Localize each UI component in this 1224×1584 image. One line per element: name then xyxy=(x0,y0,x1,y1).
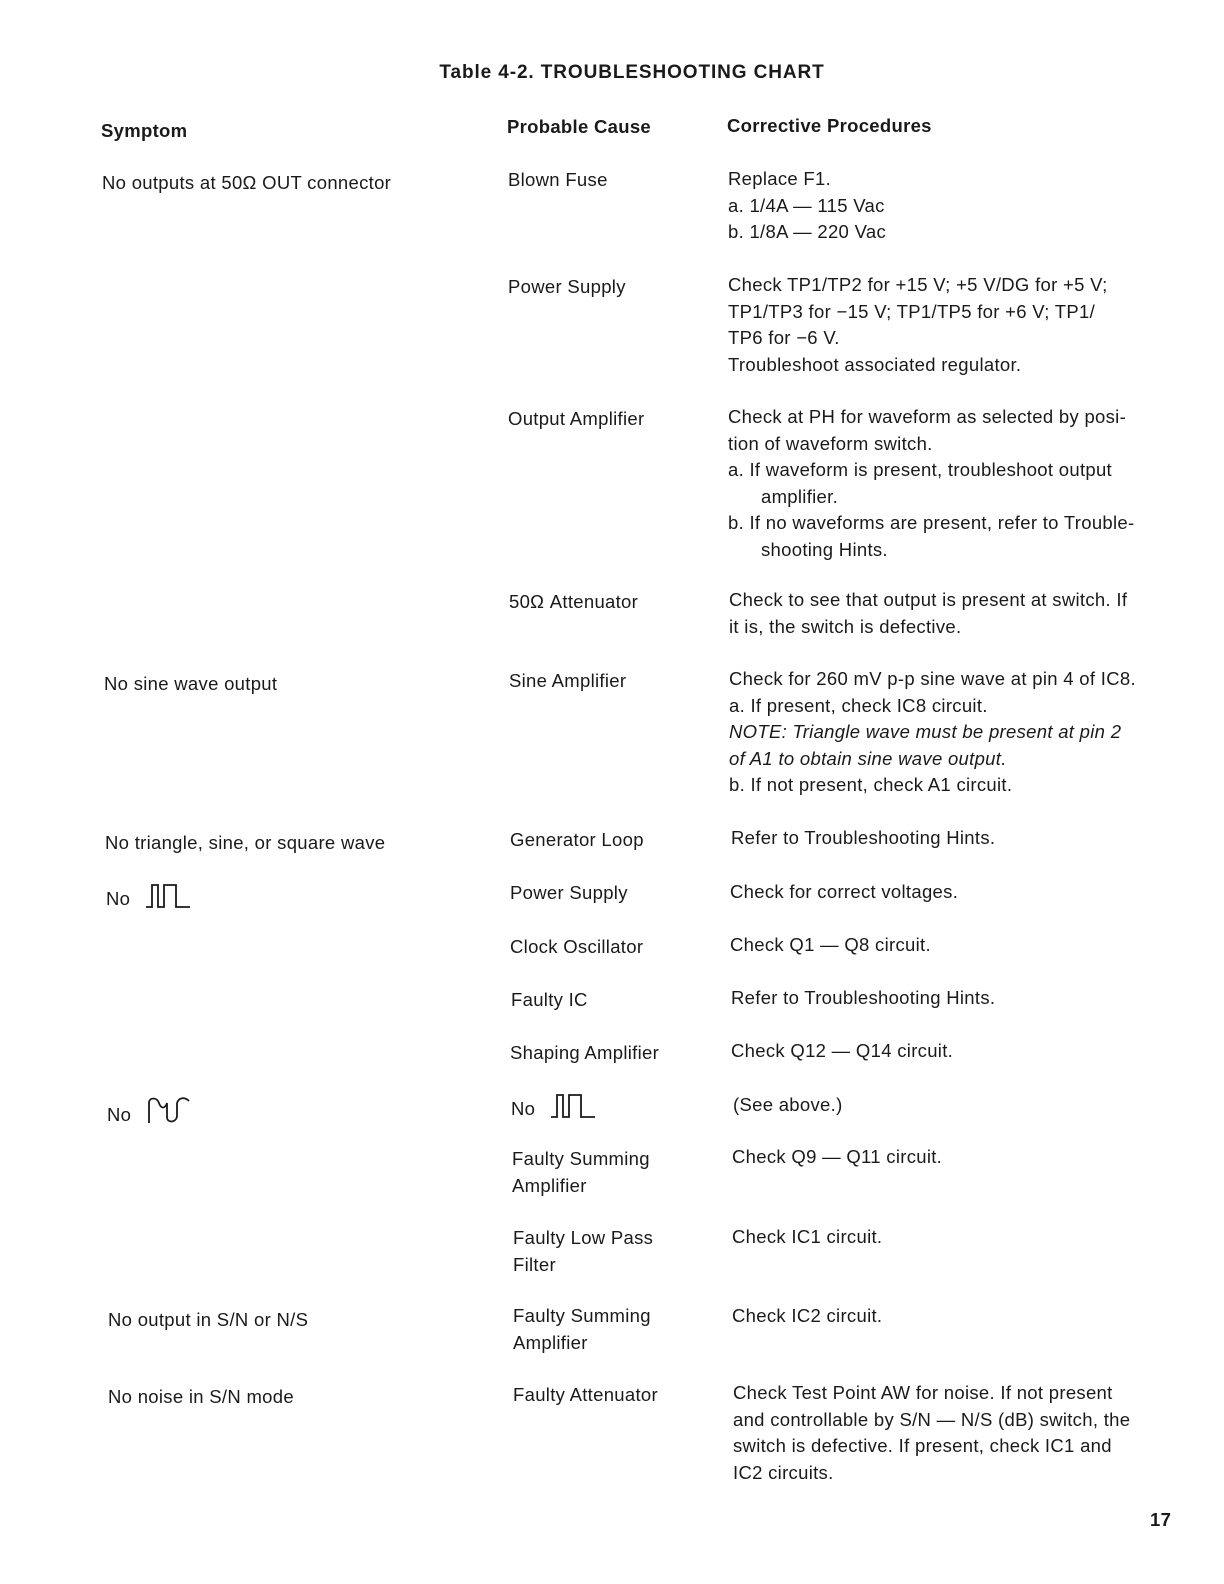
procedure-line: amplifier. xyxy=(761,485,839,507)
procedure-line: b. If no waveforms are present, refer to Trouble- xyxy=(728,512,1135,533)
procedure-line: (See above.) xyxy=(733,1094,843,1115)
symptom-text: No sine wave output xyxy=(104,673,278,694)
cause-text: Shaping Amplifier xyxy=(510,1042,660,1063)
cause-line: Faulty Summing xyxy=(512,1148,650,1169)
symptom-label: No xyxy=(106,888,131,909)
procedure-line: TP6 for −6 V. xyxy=(728,327,840,348)
procedure-line: Check for 260 mV p-p sine wave at pin 4 of IC8. xyxy=(729,668,1136,689)
symptom-text xyxy=(106,883,192,913)
cause-text: Power Supply xyxy=(510,882,628,903)
procedure-line: Check at PH for waveform as selected by posi- xyxy=(728,406,1127,427)
procedure-block xyxy=(728,272,1176,378)
cause-text: 50Ω Attenuator xyxy=(509,591,639,612)
procedure-block xyxy=(729,587,1177,640)
cause-text: Sine Amplifier xyxy=(509,670,627,691)
procedure-line: Check Test Point AW for noise. If not present xyxy=(733,1382,1113,1403)
procedure-line: Check to see that output is present at switch. If xyxy=(729,589,1128,610)
procedure-line: shooting Hints. xyxy=(761,538,888,560)
cause-line: Filter xyxy=(513,1253,556,1275)
cause-line: Amplifier xyxy=(513,1331,588,1353)
cause-text: Faulty IC xyxy=(511,989,588,1010)
symptom-text: No outputs at 50Ω OUT connector xyxy=(102,172,392,193)
symptom-text: No noise in S/N mode xyxy=(108,1386,294,1407)
procedure-block xyxy=(728,404,1176,563)
procedure-line: Check TP1/TP2 for +15 V; +5 V/DG for +5 V; xyxy=(728,274,1108,295)
square-wave-icon xyxy=(549,1093,597,1119)
symptom-text: No output in S/N or N/S xyxy=(108,1309,309,1330)
procedure-line: IC2 circuits. xyxy=(733,1461,834,1483)
symptom-text: No triangle, sine, or square wave xyxy=(105,832,386,853)
cause-block xyxy=(512,1146,722,1199)
header-probable-cause: Probable Cause xyxy=(507,116,652,137)
procedure-line: Check for correct voltages. xyxy=(730,881,959,902)
procedure-block xyxy=(729,666,1177,799)
cause-text: Clock Oscillator xyxy=(510,936,644,957)
cause-line: Faulty Summing xyxy=(513,1305,651,1326)
cause-text: Faulty Attenuator xyxy=(513,1384,658,1405)
procedure-block xyxy=(733,1380,1181,1486)
cause-text xyxy=(511,1093,597,1123)
symptom-label: No xyxy=(107,1104,132,1125)
procedure-line: Check Q1 — Q8 circuit. xyxy=(730,934,931,955)
procedure-line: Refer to Troubleshooting Hints. xyxy=(731,987,996,1008)
cause-label: No xyxy=(511,1098,536,1119)
procedure-line: Replace F1. xyxy=(728,168,832,189)
distorted-wave-icon xyxy=(145,1095,195,1125)
procedure-note: of A1 to obtain sine wave output. xyxy=(729,747,1007,769)
cause-line: Amplifier xyxy=(512,1174,587,1196)
table-title: Table 4-2. TROUBLESHOOTING CHART xyxy=(439,62,825,83)
cause-text: Blown Fuse xyxy=(508,169,608,190)
cause-text: Generator Loop xyxy=(510,829,644,850)
procedure-line: a. 1/4A — 115 Vac xyxy=(728,194,885,216)
cause-text: Power Supply xyxy=(508,276,626,297)
procedure-line: TP1/TP3 for −15 V; TP1/TP5 for +6 V; TP1/ xyxy=(728,300,1096,322)
procedure-block xyxy=(728,166,1176,246)
procedure-line: Troubleshoot associated regulator. xyxy=(728,353,1022,375)
cause-line: Faulty Low Pass xyxy=(513,1227,654,1248)
procedure-line: Check Q9 — Q11 circuit. xyxy=(732,1146,943,1167)
procedure-line: Check IC2 circuit. xyxy=(732,1305,883,1326)
page-number: 17 xyxy=(1150,1509,1172,1530)
procedure-line: Refer to Troubleshooting Hints. xyxy=(731,827,996,848)
procedure-line: it is, the switch is defective. xyxy=(729,615,962,637)
cause-block xyxy=(513,1303,723,1356)
procedure-line: and controllable by S/N — N/S (dB) switch, the xyxy=(733,1408,1131,1430)
header-corrective-procedures: Corrective Procedures xyxy=(727,115,932,136)
square-wave-icon xyxy=(144,883,192,909)
procedure-line: Check IC1 circuit. xyxy=(732,1226,883,1247)
procedure-line: b. 1/8A — 220 Vac xyxy=(728,221,886,242)
procedure-line: Check Q12 — Q14 circuit. xyxy=(731,1040,954,1061)
procedure-note: NOTE: Triangle wave must be present at pin 2 xyxy=(729,721,1122,742)
cause-block xyxy=(513,1225,723,1278)
symptom-text xyxy=(107,1095,195,1129)
procedure-line: a. If waveform is present, troubleshoot output xyxy=(728,459,1112,480)
procedure-line: b. If not present, check A1 circuit. xyxy=(729,774,1013,795)
procedure-line: tion of waveform switch. xyxy=(728,432,933,454)
cause-text: Output Amplifier xyxy=(508,408,645,429)
header-symptom: Symptom xyxy=(101,120,188,141)
procedure-line: switch is defective. If present, check IC1 and xyxy=(733,1435,1112,1456)
procedure-line: a. If present, check IC8 circuit. xyxy=(729,694,988,716)
